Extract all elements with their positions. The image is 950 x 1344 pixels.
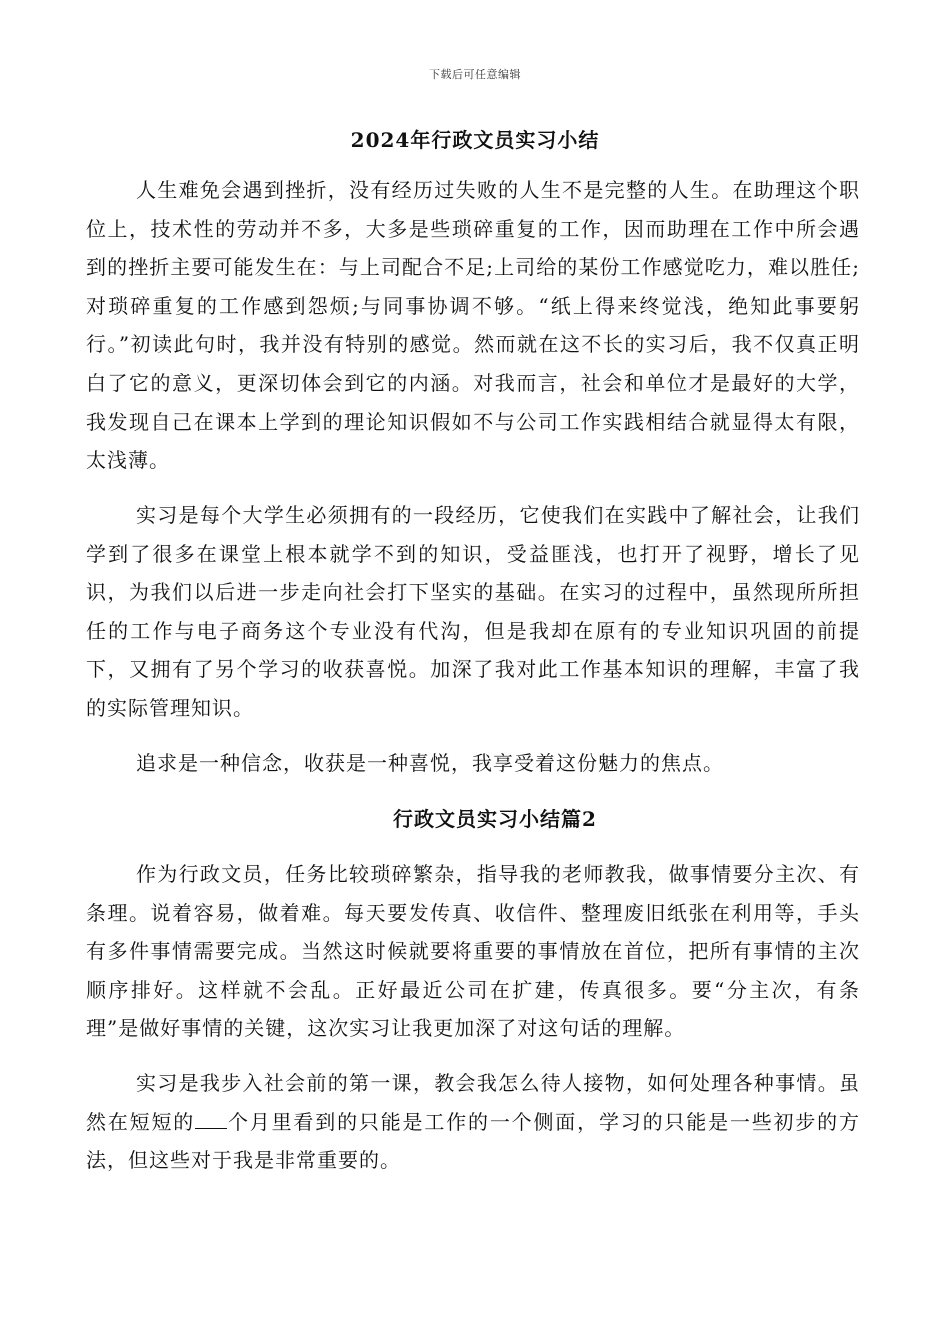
fill-in-blank <box>195 1110 227 1129</box>
paragraph-3: 追求是一种信念，收获是一种喜悦，我享受着这份魅力的焦点。 <box>136 751 724 775</box>
paragraph-2: 实习是每个大学生必须拥有的一段经历，它使我们在实践中了解社会，让我们学到了很多在课堂上根本就学不到的知识，受益匪浅，也打开了视野，增长了见识，为我们以后进一步走向社会打下坚实的基础。在实习的过程中，虽然现所所担任的工作与电子商务这个专业没有代沟，但是我却在原有的专业知识巩固的前提下，又拥有了另个学习的收获喜悦。加深了我对此工作基本知识的理解，丰富了我的实际管理知识。 <box>86 503 860 720</box>
paragraph-text-before-blank: 实习是我步入社会前的第一课，教会我怎么待人接物，如何处理各种事情。虽然在短短的 <box>86 1071 860 1134</box>
section-2-title: 行政文员实习小结篇2 <box>393 807 597 831</box>
header-note: 下载后可任意编辑 <box>429 68 521 81</box>
paragraph-text-after-blank: 个月里看到的只能是工作的一个侧面，学习的只能是一些初步的方法，但这些对于我是非常重要的。 <box>86 1109 861 1173</box>
section-2-paragraph-1: 作为行政文员，任务比较琐碎繁杂，指导我的老师教我，做事情要分主次、有条理。说着容易，做着难。每天要发传真、收信件、整理废旧纸张在利用等，手头有多件事情需要完成。当然这时候就要将重要的事情放在首位，把所有事情的主次顺序排好。这样就不会乱。正好最近公司在扩建，传真很多。要“分主次，有条理”是做好事情的关键，这次实习让我更加深了对这句话的理解。 <box>86 862 860 1041</box>
paragraph-1: 人生难免会遇到挫折，没有经历过失败的人生不是完整的人生。在助理这个职位上，技术性的劳动并不多，大多是些琐碎重复的工作，因而助理在工作中所会遇到的挫折主要可能发生在：与上司配合不足;上司给的某份工作感觉吃力，难以胜任;对琐碎重复的工作感到怨烦;与同事协调不够。“纸上得来终觉浅，绝知此事要躬行。”初读此句时，我并没有特别的感觉。然而就在这不长的实习后，我不仅真正明白了它的意义，更深切体会到它的内涵。对我而言，社会和单位才是最好的大学，我发现自己在课本上学到的理论知识假如不与公司工作实践相结合就显得太有限，太浅薄。 <box>86 178 860 473</box>
section-2-paragraph-2 <box>86 1064 860 1180</box>
document-title: 2024年行政文员实习小结 <box>350 128 600 152</box>
